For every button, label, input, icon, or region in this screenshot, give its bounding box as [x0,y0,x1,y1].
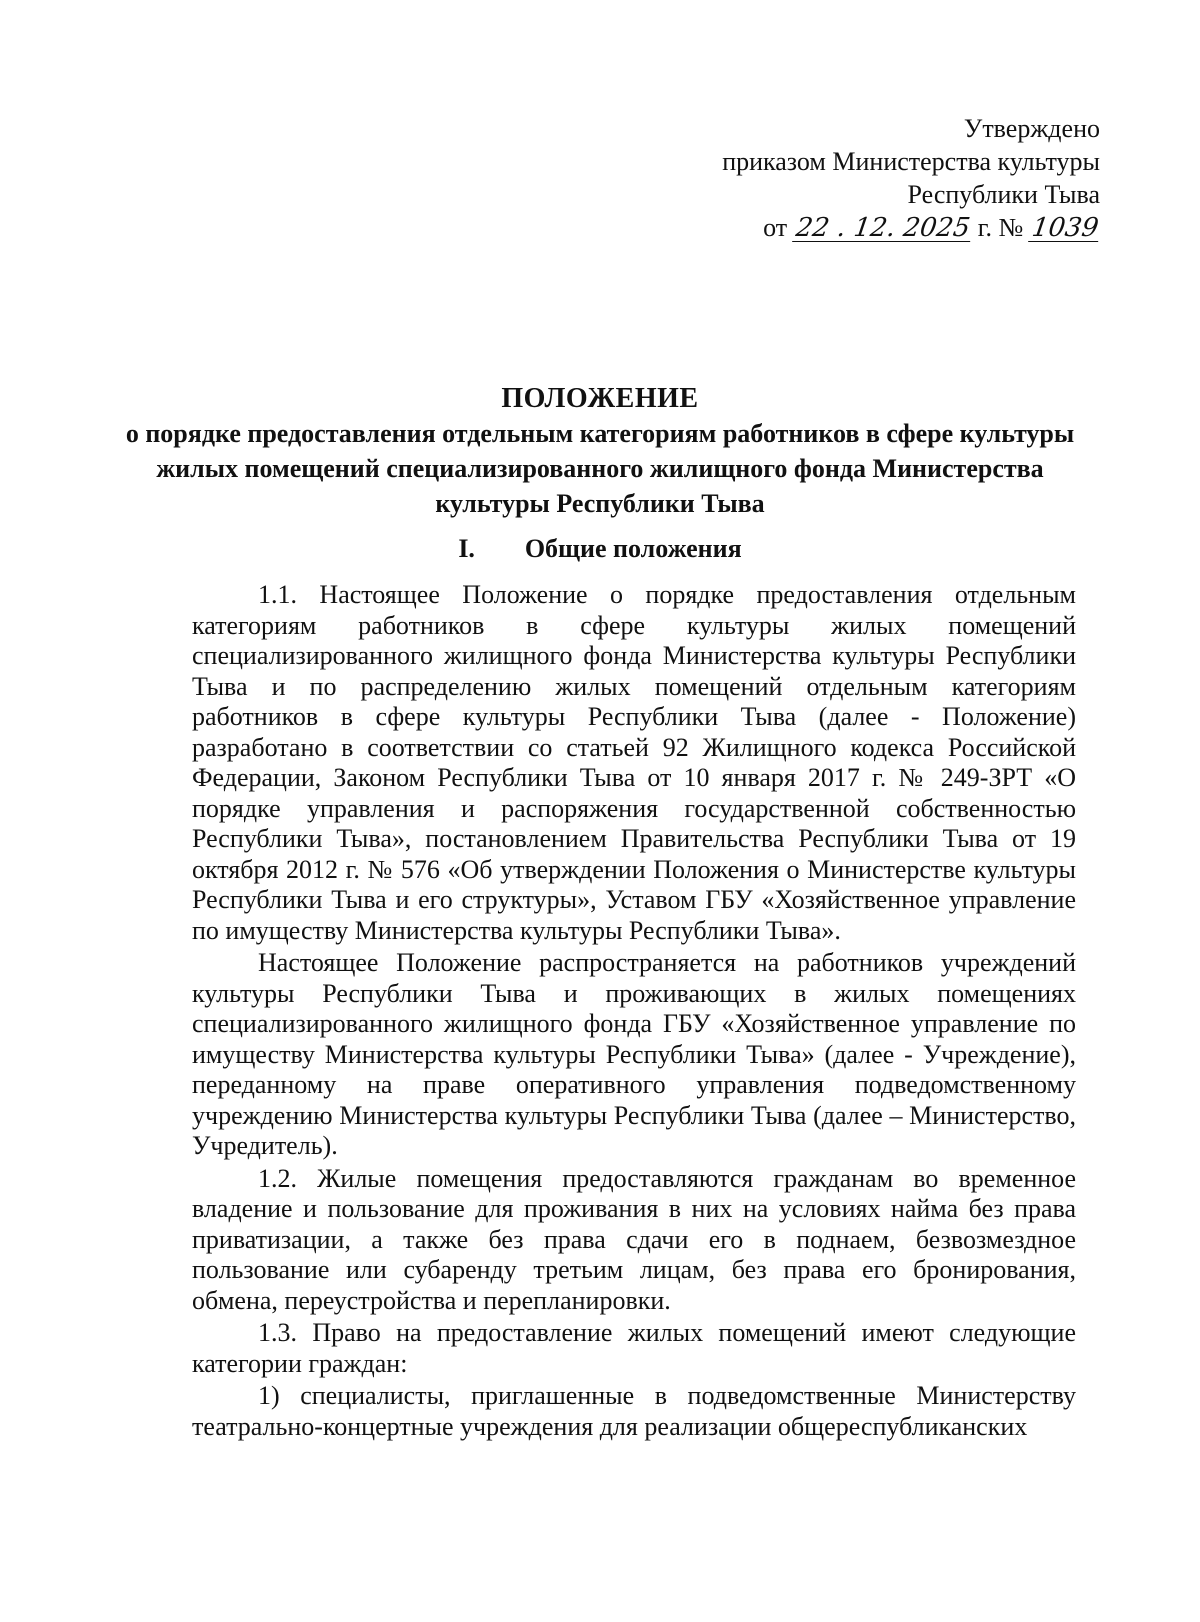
date-suffix: г. № [977,213,1024,242]
document-title-block [100,382,1100,521]
document-subtitle: о порядке предоставления отдельным категориям работников в сфере культуры жилых помещений специализированного жилищного фонда Министерства культуры Республики Тыва [125,419,1075,518]
paragraph: 1.3. Право на предоставление жилых помещений имеют следующие категории граждан: [192,1318,1076,1378]
approval-line-approved: Утверждено [963,114,1100,143]
approval-line-republic: Республики Тыва [907,180,1100,209]
paragraph: 1) специалисты, приглашенные в подведомственные Министерству театрально-концертные учреждения для реализации общереспубликанских [192,1381,1076,1441]
paragraph: Настоящее Положение распространяется на работников учреждений культуры Республики Тыва и проживающих в жилых помещениях специализированного жилищного фонда ГБУ «Хозяйственное управление по имуществу Министерства культуры Республики Тыва» (далее - Учреждение), переданному на праве оперативного управления подведомственному учреждению Министерства культуры Республики Тыва (далее – Министерство, Учредитель). [192,948,1076,1160]
section-heading [100,532,1100,566]
section-title: Общие положения [524,534,742,563]
approval-stamp-block [722,112,1100,244]
document-body [192,580,1076,1444]
section-number: I. [458,534,475,563]
handwritten-date: 22 . 12. 2025 [793,213,972,243]
approval-line-date [722,211,1100,244]
paragraph: 1.2. Жилые помещения предоставляются гражданам во временное владение и пользование для проживания в них на условиях найма без права приватизации, а также без права сдачи его в поднаем, безвозмездное пользование или субаренду третьим лицам, без права его бронирования, обмена, переустройства и перепланировки. [192,1163,1076,1315]
handwritten-order-number: 1039 [1029,213,1101,243]
document-title: ПОЛОЖЕНИЕ [501,383,699,414]
date-prefix: от [763,213,788,242]
approval-line-order: приказом Министерства культуры [722,147,1100,176]
paragraph: 1.1. Настоящее Положение о порядке предоставления отдельным категориям работников в сфере культуры жилых помещений специализированного жилищного фонда Министерства культуры Республики Тыва и по распределению жилых помещений отдельным категориям работников в сфере культуры Республики Тыва (далее - Положение) разработано в соответствии со статьей 92 Жилищного кодекса Российской Федерации, Законом Республики Тыва от 10 января 2017 г. № 249-ЗРТ «О порядке управления и распоряжения государственной собственностью Республики Тыва», постановлением Правительства Республики Тыва от 19 октября 2012 г. № 576 «Об утверждении Положения о Министерстве культуры Республики Тыва и его структуры», Уставом ГБУ «Хозяйственное управление по имуществу Министерства культуры Республики Тыва». [192,580,1076,945]
